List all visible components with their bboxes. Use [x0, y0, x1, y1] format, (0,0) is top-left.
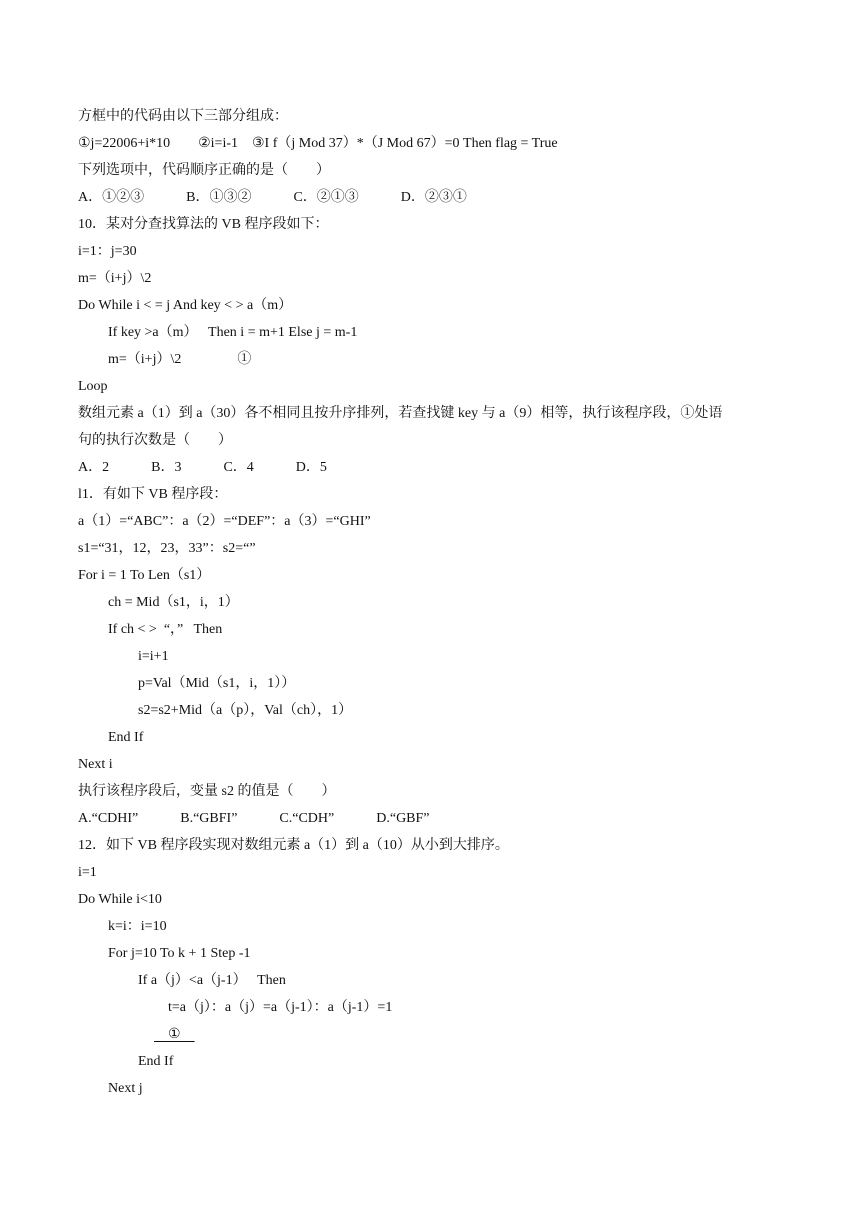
- text-line: 句的执行次数是（ ）: [78, 433, 232, 448]
- code-line: Do While i < = j And key < > a（m）: [78, 298, 293, 313]
- question-line: 12．如下 VB 程序段实现对数组元素 a（1）到 a（10）从小到大排序。: [78, 838, 509, 853]
- options-line: A．2 B．3 C．4 D．5: [78, 460, 327, 475]
- code-line: p=Val（Mid（s1，i，1））: [138, 676, 296, 691]
- code-line: End If: [108, 730, 144, 745]
- question-line: l1．有如下 VB 程序段：: [78, 487, 228, 502]
- code-line: Next j: [108, 1081, 143, 1096]
- code-line: Loop: [78, 379, 108, 394]
- question-line: 10．某对分查找算法的 VB 程序段如下：: [78, 217, 329, 232]
- code-line: m=（i+j）\2: [78, 271, 152, 286]
- code-line: a（1）=“ABC”：a（2）=“DEF”：a（3）=“GHI”: [78, 514, 371, 529]
- options-line: A．①②③ B．①③② C．②①③ D．②③①: [78, 190, 467, 205]
- code-line: s2=s2+Mid（a（p），Val（ch），1）: [138, 703, 353, 718]
- code-line: Do While i<10: [78, 892, 162, 907]
- code-line: i=1: [78, 865, 97, 880]
- code-line: i=1：j=30: [78, 244, 137, 259]
- code-line: i=i+1: [138, 649, 169, 664]
- code-line: If ch < > “，” Then: [108, 622, 223, 637]
- code-line: Next i: [78, 757, 113, 772]
- question-line: 下列选项中，代码顺序正确的是（ ）: [78, 163, 330, 178]
- code-line: ①j=22006+i*10 ②i=i-1 ③I f（j Mod 37）*（J Mod 67）=0 Then flag = True: [78, 136, 558, 151]
- code-line: m=（i+j）\2 ①: [108, 352, 252, 367]
- code-line: s1=“31，12，23，33”：s2=“”: [78, 541, 256, 556]
- text-line: 执行该程序段后，变量 s2 的值是（ ）: [78, 784, 336, 799]
- options-line: A.“CDHI” B.“GBFI” C.“CDH” D.“GBF”: [78, 811, 430, 826]
- code-line: For j=10 To k + 1 Step -1: [108, 946, 251, 961]
- code-line: If a（j）<a（j-1） Then: [138, 973, 286, 988]
- code-line: t=a（j）：a（j）=a（j-1）：a（j-1）=1: [168, 1000, 393, 1015]
- blank-fill-1: ①: [154, 1027, 195, 1042]
- code-line: End If: [138, 1054, 174, 1069]
- code-line: For i = 1 To Len（s1）: [78, 568, 211, 583]
- text-line: 方框中的代码由以下三部分组成：: [78, 109, 288, 124]
- code-line: If key >a（m） Then i = m+1 Else j = m-1: [108, 325, 358, 340]
- code-line: k=i：i=10: [108, 919, 167, 934]
- code-line: ch = Mid（s1，i，1）: [108, 595, 239, 610]
- text-line: 数组元素 a（1）到 a（30）各不相同且按升序排列，若查找键 key 与 a（9）相等，执行该程序段，①处语: [78, 406, 723, 421]
